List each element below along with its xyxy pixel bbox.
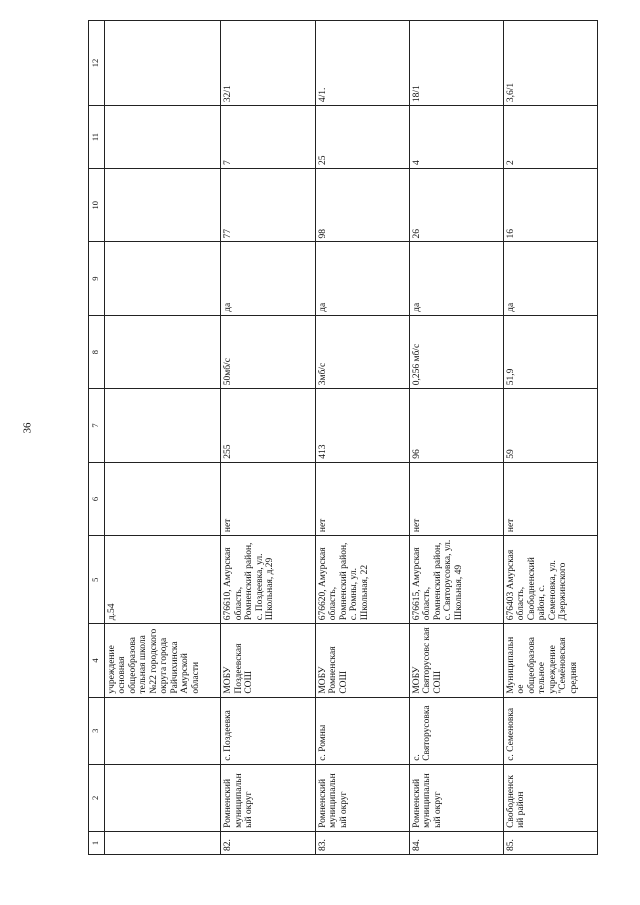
cell — [104, 21, 221, 106]
col11-value: 2 — [503, 106, 597, 169]
district: Ромненский муниципальн ый округ — [221, 764, 315, 831]
cell-school-name: учреждение основная общеобразова тельная школа №22 городского округа города Райчихинска Амурской области — [104, 624, 221, 697]
district: Ромненский муниципальн ый округ — [315, 764, 409, 831]
cell — [104, 831, 221, 854]
col7-value: 255 — [221, 389, 315, 462]
col12-value: 4/1. — [315, 21, 409, 106]
col-number-6: 6 — [89, 462, 105, 535]
village: с. Ромны — [315, 697, 409, 764]
col9-value: да — [503, 242, 597, 315]
col-number-3: 3 — [89, 697, 105, 764]
rotated-table-container — [88, 20, 598, 855]
cell — [104, 697, 221, 764]
village: с. Семеновка — [503, 697, 597, 764]
col-number-1: 1 — [89, 831, 105, 854]
col9-value: да — [315, 242, 409, 315]
continuation-row — [104, 21, 221, 855]
cell — [104, 106, 221, 169]
schools-table — [88, 20, 598, 855]
col8-value: 0,256 мб/с — [409, 315, 503, 388]
address: 676620, Амурская область, Ромненский район, с. Ромны, ул. Школьная, 22 — [315, 536, 409, 624]
table-row — [221, 21, 315, 855]
cell — [104, 169, 221, 242]
district: Свободненск ий район — [503, 764, 597, 831]
village: с. Поздеевка — [221, 697, 315, 764]
rotated-table-frame — [88, 20, 598, 855]
row-number: 83. — [315, 831, 409, 854]
col11-value: 7 — [221, 106, 315, 169]
col12-value: 18/1 — [409, 21, 503, 106]
col-number-2: 2 — [89, 764, 105, 831]
col10-value: 26 — [409, 169, 503, 242]
col6-value: нет — [221, 462, 315, 535]
village: с. Святорусовка — [409, 697, 503, 764]
district: Ромненский муниципальн ый округ — [409, 764, 503, 831]
row-number: 85. — [503, 831, 597, 854]
cell — [104, 764, 221, 831]
col-number-5: 5 — [89, 536, 105, 624]
col-number-12: 12 — [89, 21, 105, 106]
col11-value: 4 — [409, 106, 503, 169]
col6-value: нет — [503, 462, 597, 535]
col8-value: 50мб/с — [221, 315, 315, 388]
school-name: МОБУ Ромненская СОШ — [315, 624, 409, 697]
col10-value: 16 — [503, 169, 597, 242]
table-row — [409, 21, 503, 855]
row-number: 84. — [409, 831, 503, 854]
col8-value: 51,9 — [503, 315, 597, 388]
table-row — [315, 21, 409, 855]
col7-value: 413 — [315, 389, 409, 462]
col-number-8: 8 — [89, 315, 105, 388]
col12-value: 3,6/1 — [503, 21, 597, 106]
address: 676615, Амурская область, Ромненский район, с. Святорусовка, ул. Школьная, 49 — [409, 536, 503, 624]
col-number-9: 9 — [89, 242, 105, 315]
school-name: МОБУ Святорусовс кая СОШ — [409, 624, 503, 697]
cell — [104, 315, 221, 388]
col7-value: 59 — [503, 389, 597, 462]
col12-value: 32/1 — [221, 21, 315, 106]
cell — [104, 389, 221, 462]
cell — [104, 462, 221, 535]
col7-value: 96 — [409, 389, 503, 462]
col11-value: 25 — [315, 106, 409, 169]
cell-address: д.54 — [104, 536, 221, 624]
col8-value: 3мб/с — [315, 315, 409, 388]
col-number-4: 4 — [89, 624, 105, 697]
col10-value: 98 — [315, 169, 409, 242]
col10-value: 77 — [221, 169, 315, 242]
column-number-row — [89, 21, 105, 855]
cell — [104, 242, 221, 315]
table-row — [503, 21, 597, 855]
col9-value: да — [409, 242, 503, 315]
school-name: МОБУ Поздеевская СОШ — [221, 624, 315, 697]
page-number: 36 — [21, 422, 34, 434]
col-number-7: 7 — [89, 389, 105, 462]
address: 676610, Амурская область, Ромненский район, с. Поздеевка, ул. Школьная, д.29 — [221, 536, 315, 624]
col-number-11: 11 — [89, 106, 105, 169]
address: 676403 Амурская область, Свободненский район, с. Семеновка, ул. Дзержинского — [503, 536, 597, 624]
row-number: 82. — [221, 831, 315, 854]
col9-value: да — [221, 242, 315, 315]
school-name: Муниципальн ое общеобразова тельное учреждение "Семёновская средняя — [503, 624, 597, 697]
col-number-10: 10 — [89, 169, 105, 242]
col6-value: нет — [315, 462, 409, 535]
col6-value: нет — [409, 462, 503, 535]
